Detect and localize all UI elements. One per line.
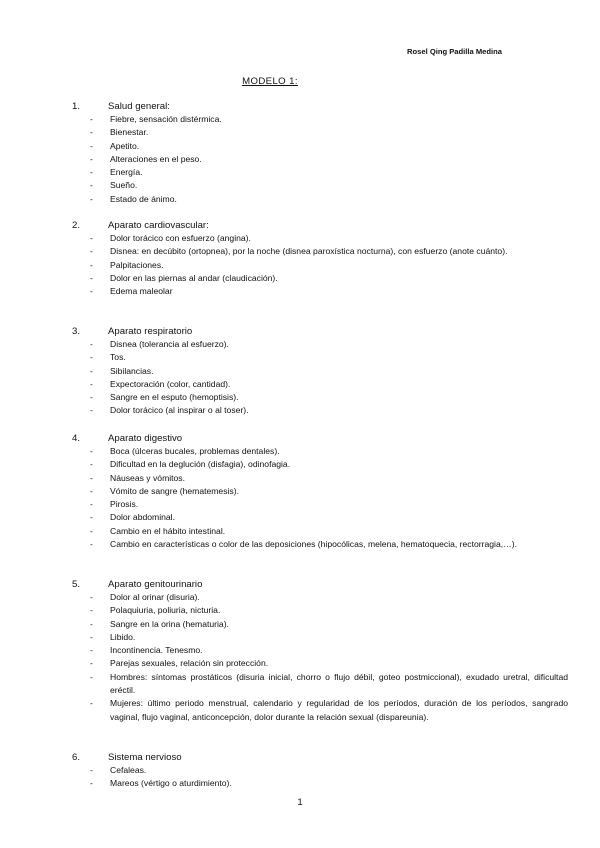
list-item [72,404,568,417]
section-6 [72,751,568,791]
section-heading [72,100,568,113]
bullet-dash: - [90,352,93,363]
list-item [72,777,568,790]
bullet-dash: - [90,259,93,270]
section-4 [72,432,568,551]
bullet-dash: - [90,153,93,164]
list-item [72,445,568,458]
section-item-list [72,232,568,298]
section-title: Aparato genitourinario [108,579,203,590]
list-item-text: Mareos (vértigo o aturdimiento). [110,778,232,789]
list-item [72,351,568,364]
section-number: 4. [72,433,81,444]
list-item [72,604,568,617]
list-item-text: Tos. [110,352,126,363]
list-item-text: Cambio en características o color de las deposiciones (hipocólicas, melena, hematoquecia, rectorragia,…). [110,539,517,550]
section-number: 1. [72,101,81,112]
section-heading [72,432,568,445]
bullet-dash: - [90,246,93,257]
list-item-text: Sueño. [110,180,138,191]
list-item-text: Libido. [110,631,136,642]
list-item [72,657,568,670]
section-3 [72,325,568,418]
list-item-text: Edema maleolar [110,286,173,297]
bullet-dash: - [90,167,93,178]
list-item-text: Energía. [110,167,143,178]
list-item [72,697,568,724]
list-item [72,391,568,404]
list-item-text: Apetito. [110,140,140,151]
list-item-text: Incontinencia. Tenesmo. [110,645,203,656]
list-item-text: Expectoración (color, cantidad). [110,378,231,389]
bullet-dash: - [90,472,93,483]
list-item [72,126,568,139]
list-item-text: Sangre en la orina (hematuria). [110,618,229,629]
list-item-text: Dolor torácico (al inspirar o al toser). [110,405,249,416]
list-item [72,272,568,285]
list-item-text: Dolor en las piernas al andar (claudicación). [110,272,278,283]
bullet-dash: - [90,193,93,204]
bullet-dash: - [90,180,93,191]
bullet-dash: - [90,485,93,496]
list-item [72,644,568,657]
list-item [72,113,568,126]
section-heading [72,219,568,232]
section-1 [72,100,568,206]
bullet-dash: - [90,671,93,682]
list-item-text: Polaquiuria, poliuria, nicturia. [110,605,221,616]
list-item [72,631,568,644]
section-item-list [72,338,568,418]
section-5 [72,578,568,724]
list-item-text: Cambio en el hábito intestinal. [110,525,226,536]
bullet-dash: - [90,378,93,389]
list-item-text: Palpitaciones. [110,259,164,270]
section-heading [72,325,568,338]
bullet-dash: - [90,645,93,656]
list-item-text: Fiebre, sensación distérmica. [110,114,222,124]
list-item [72,618,568,631]
list-item-text: Dificultad en la deglución (disfagia), odinofagia. [110,459,291,470]
section-number: 5. [72,579,81,590]
list-item-text: Sibilancias. [110,365,154,376]
list-item [72,764,568,777]
bullet-dash: - [90,592,93,602]
bullet-dash: - [90,631,93,642]
list-item [72,365,568,378]
list-item-text: Dolor al orinar (disuria). [110,592,200,602]
list-item-text: Sangre en el esputo (hemoptisis). [110,392,239,403]
bullet-dash: - [90,778,93,789]
list-item [72,259,568,272]
bullet-dash: - [90,339,93,349]
bullet-dash: - [90,405,93,416]
list-item-text: Estado de ánimo. [110,193,177,204]
list-item [72,193,568,206]
list-item-text: Vómito de sangre (hematemesis). [110,485,239,496]
list-item [72,538,568,551]
page-number: 1 [297,797,303,808]
list-item [72,591,568,604]
list-item-text: Dolor abdominal. [110,512,175,523]
section-title: Aparato cardiovascular: [108,220,209,231]
author-name: Rosel Qing Padilla Medina [407,47,502,56]
section-number: 6. [72,752,81,763]
list-item [72,338,568,351]
section-item-list [72,445,568,551]
bullet-dash: - [90,446,93,456]
section-2 [72,219,568,298]
list-item [72,498,568,511]
list-item [72,472,568,485]
list-item [72,285,568,298]
bullet-dash: - [90,233,93,243]
list-item [72,179,568,192]
list-item-text: Mujeres: último periodo menstrual, calendario y regularidad de los períodos, duración de los períodos, sangrado vaginal, flujo vaginal, anticoncepción, dolor durante la relación sexual (dispareunia). [110,698,568,722]
bullet-dash: - [90,605,93,616]
section-item-list [72,113,568,206]
bullet-dash: - [90,658,93,669]
bullet-dash: - [90,140,93,151]
section-number: 2. [72,220,81,231]
bullet-dash: - [90,459,93,470]
list-item [72,458,568,471]
bullet-dash: - [90,765,93,775]
list-item-text: Náuseas y vómitos. [110,472,185,483]
section-title: Salud general: [108,101,170,112]
list-item-text: Hombres: síntomas prostáticos (disuria inicial, chorro o flujo débil, goteo postmiccional), exudado uretral, dificultad eréctil. [110,671,568,696]
list-item [72,485,568,498]
section-title: Aparato respiratorio [108,326,193,337]
section-item-list [72,764,568,791]
section-number: 3. [72,326,81,337]
list-item [72,378,568,391]
list-item [72,511,568,524]
list-item-text: Pirosis. [110,499,139,510]
section-item-list [72,591,568,724]
bullet-dash: - [90,114,93,124]
list-item-text: Parejas sexuales, relación sin protección. [110,658,269,669]
list-item [72,245,568,258]
bullet-dash: - [90,698,93,709]
list-item [72,166,568,179]
list-item-text: Disnea (tolerancia al esfuerzo). [110,339,229,349]
bullet-dash: - [90,512,93,523]
list-item-text: Boca (úlceras bucales, problemas dentales). [110,446,280,456]
document-title: MODELO 1: [242,76,298,87]
bullet-dash: - [90,286,93,297]
list-item-text: Disnea: en decúbito (ortopnea), por la noche (disnea paroxística nocturna), con esfuerzo (anote cuánto). [110,246,508,257]
section-heading [72,751,568,764]
list-item-text: Alteraciones en el peso. [110,153,202,164]
section-title: Aparato digestivo [108,433,183,444]
section-title: Sistema nervioso [108,752,182,763]
list-item [72,232,568,245]
list-item-text: Bienestar. [110,127,149,138]
bullet-dash: - [90,499,93,510]
list-item-text: Dolor torácico con esfuerzo (angina). [110,233,251,243]
bullet-dash: - [90,127,93,138]
bullet-dash: - [90,272,93,283]
list-item [72,671,568,698]
list-item [72,153,568,166]
section-heading [72,578,568,591]
bullet-dash: - [90,365,93,376]
bullet-dash: - [90,392,93,403]
list-item [72,140,568,153]
list-item-text: Cefaleas. [110,765,147,775]
list-item [72,525,568,538]
bullet-dash: - [90,618,93,629]
bullet-dash: - [90,539,93,550]
bullet-dash: - [90,525,93,536]
